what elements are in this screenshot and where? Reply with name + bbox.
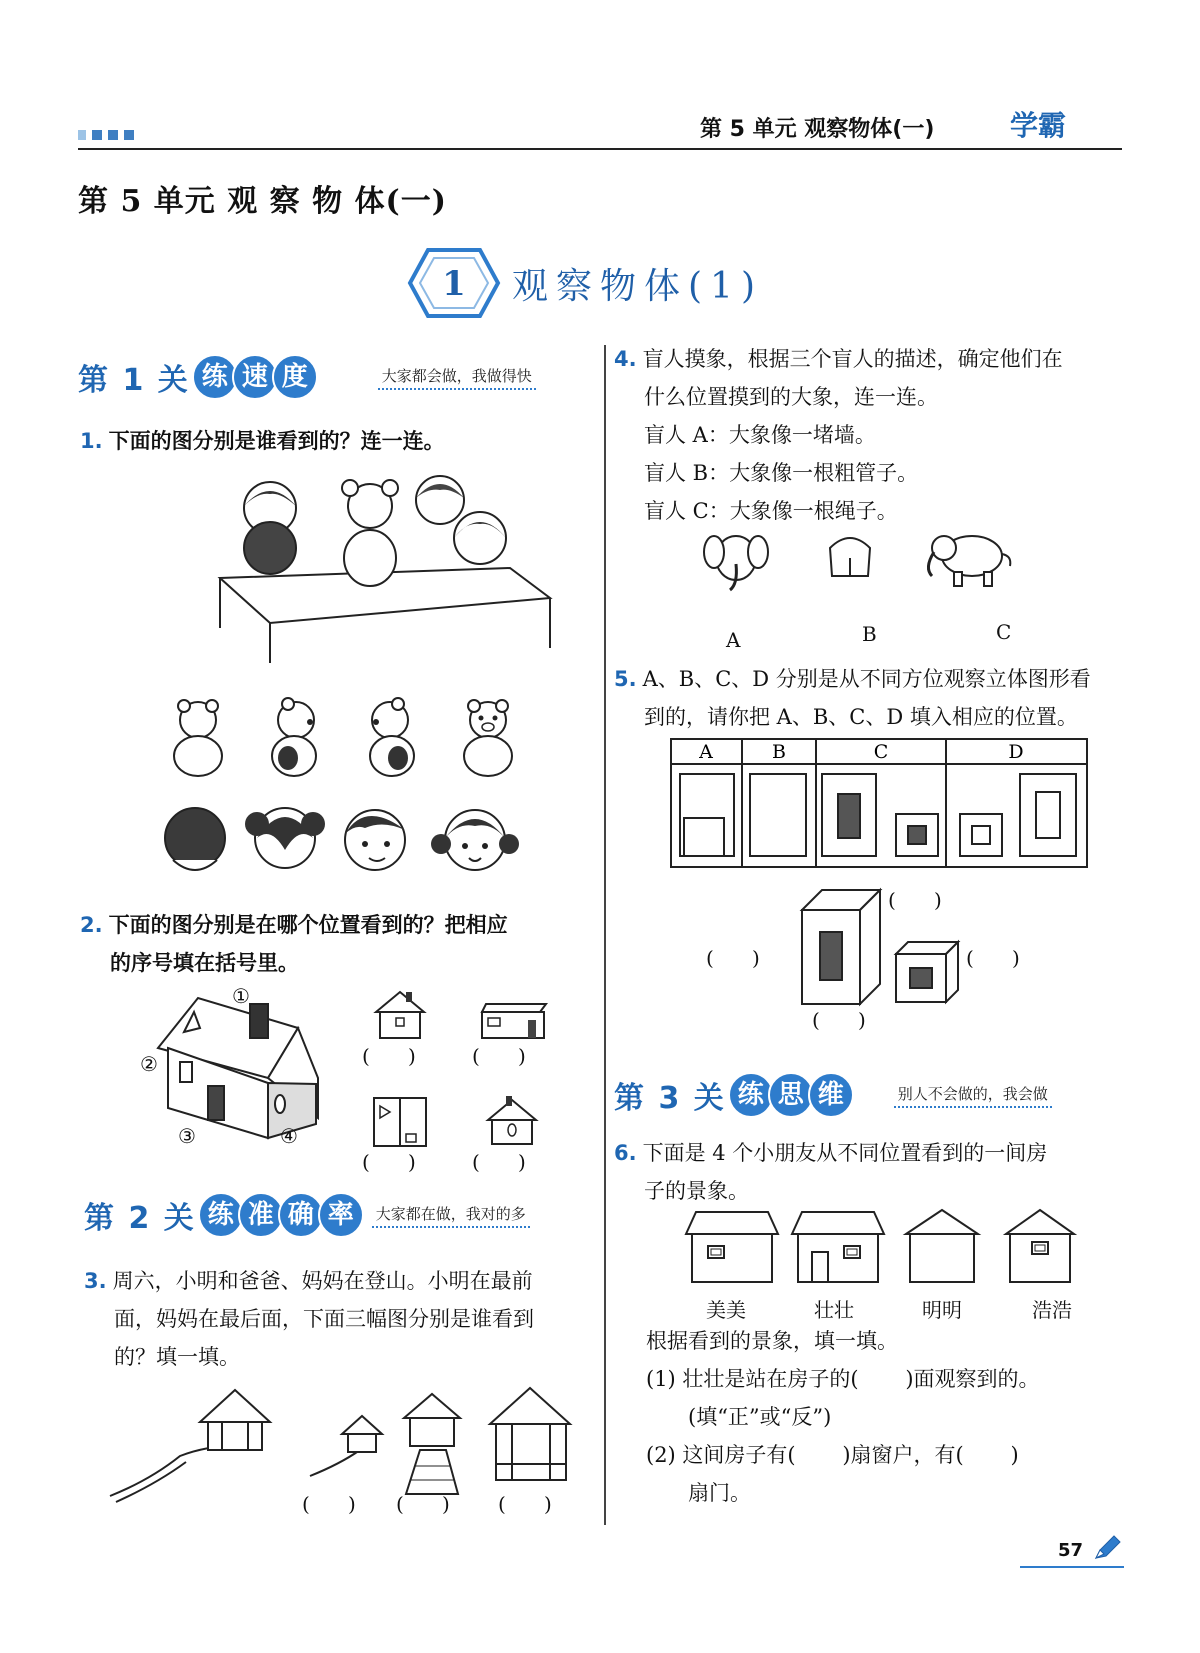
pencil-icon [1094, 1536, 1120, 1560]
bear-views-row [168, 700, 538, 780]
bear-back-view [174, 700, 222, 776]
pavilion-views-illustration [110, 1384, 600, 1504]
answer-paren[interactable]: ( ) [396, 1492, 450, 1516]
question-4 [614, 340, 1063, 530]
position-marker-2: ② [140, 1052, 158, 1076]
question-5 [614, 660, 1091, 736]
elephant-label-c: C [996, 620, 1012, 644]
answer-paren[interactable]: ( ) [498, 1492, 552, 1516]
question-text: 子的景象。 [644, 1179, 749, 1203]
house-view-haohao [1006, 1210, 1074, 1282]
question-number: 6. [614, 1141, 637, 1165]
q6-sub-question-1-note: (填“正”或“反”) [688, 1405, 832, 1429]
question-6 [614, 1134, 1047, 1210]
house-views-top-row [370, 990, 570, 1040]
page-number: 57 [1058, 1540, 1084, 1561]
house-3d-illustration [138, 988, 338, 1158]
question-number: 1. [80, 429, 103, 453]
question-text: A、B、C、D 分别是从不同方位观察立体图形看 [642, 667, 1091, 691]
level-3-header [614, 1072, 1052, 1118]
level-title-char: 练 [192, 354, 238, 400]
question-number: 4. [614, 347, 637, 371]
blind-man-c-description: 盲人 C：大象像一根绳子。 [644, 499, 898, 523]
question-text: 盲人摸象，根据三个盲人的描述，确定他们在 [642, 347, 1063, 371]
house-views-q6 [680, 1210, 1100, 1290]
level-3-label: 第 3 关 [614, 1081, 726, 1116]
elephant-label-b: B [862, 622, 877, 646]
question-text: 的？填一填。 [114, 1345, 240, 1369]
blind-man-b-description: 盲人 B：大象像一根粗管子。 [644, 461, 919, 485]
boy-face [345, 810, 405, 870]
question-text: 下面的图分别是在哪个位置看到的？把相应 [108, 913, 508, 937]
q6-prompt: 根据看到的景象，填一填。 [646, 1329, 898, 1353]
child-name-meimei: 美美 [706, 1298, 746, 1322]
view-b-shape [750, 774, 806, 856]
kid-heads-row [165, 800, 545, 880]
level-1-header [78, 354, 536, 400]
header-decoration [78, 130, 134, 140]
house-side-view [482, 1004, 546, 1038]
pavilion-view-close [490, 1388, 570, 1480]
level-title-char: 率 [318, 1192, 364, 1238]
house-views-bottom-row [370, 1094, 570, 1150]
answer-paren[interactable]: ( ) [472, 1044, 526, 1068]
answer-paren[interactable]: ( ) [472, 1150, 526, 1174]
question-number: 5. [614, 667, 637, 691]
level-2-label: 第 2 关 [84, 1201, 196, 1236]
bear-side-view-left [370, 698, 414, 776]
level-1-title [198, 354, 318, 400]
bear-front-view [464, 700, 512, 776]
elephant-side-view-icon [928, 536, 1010, 586]
table-header-a: A [699, 741, 713, 763]
table-header-b: B [772, 741, 786, 763]
level-title-char: 准 [238, 1192, 284, 1238]
level-1-slogan: 大家都会做，我做得快 [378, 365, 536, 390]
house-view-zhuangzhuang [792, 1212, 884, 1282]
elephant-views-row [700, 528, 1060, 598]
level-3-title [734, 1072, 854, 1118]
mountain-pavilion-scene [110, 1390, 270, 1502]
elephant-front-view-icon [704, 536, 768, 590]
position-marker-3: ③ [178, 1124, 196, 1148]
question-text: 面，妈妈在最后面，下面三幅图分别是谁看到 [114, 1307, 534, 1331]
table-header-c: C [873, 741, 889, 763]
position-marker-1: ① [232, 984, 250, 1008]
table-header-d: D [1008, 741, 1024, 763]
question-number: 2. [80, 913, 103, 937]
girl-face [431, 810, 519, 870]
answer-paren[interactable]: ( ) [812, 1008, 866, 1032]
views-table [670, 738, 1090, 870]
answer-paren[interactable]: ( ) [302, 1492, 356, 1516]
q6-sub-question-2-end: 扇门。 [688, 1481, 751, 1505]
question-text: 的序号填在括号里。 [110, 951, 299, 975]
page-number-underline [1020, 1566, 1124, 1568]
bear-side-view-right [272, 698, 316, 776]
answer-paren[interactable]: ( ) [888, 888, 942, 912]
level-3-slogan: 别人不会做的，我会做 [894, 1083, 1052, 1108]
question-1 [80, 422, 445, 460]
q6-sub-question-2: (2) 这间房子有( )扇窗户，有( ) [646, 1443, 1019, 1467]
question-text: 到的，请你把 A、B、C、D 填入相应的位置。 [644, 705, 1078, 729]
level-title-char: 思 [768, 1072, 814, 1118]
girl-back-head [245, 808, 325, 868]
level-2-slogan: 大家都在做，我对的多 [372, 1203, 530, 1228]
kids-around-table-illustration [210, 478, 570, 668]
level-title-char: 练 [198, 1192, 244, 1238]
child-name-mingming: 明明 [922, 1298, 962, 1322]
lesson-number: 1 [442, 264, 466, 304]
question-text: 下面的图分别是谁看到的？连一连。 [108, 429, 445, 453]
unit-title: 第 5 单元 观 察 物 体(一) [78, 184, 447, 219]
answer-paren[interactable]: ( ) [362, 1150, 416, 1174]
level-2-header [84, 1192, 530, 1238]
pavilion-view-stairs [404, 1394, 460, 1494]
level-2-title [204, 1192, 364, 1238]
level-title-char: 度 [272, 354, 318, 400]
house-front-view [376, 992, 424, 1038]
child-name-zhuangzhuang: 壮壮 [814, 1298, 854, 1322]
house-top-view [374, 1098, 426, 1146]
answer-paren[interactable]: ( ) [706, 946, 760, 970]
column-divider [604, 345, 606, 1525]
answer-paren[interactable]: ( ) [966, 946, 1020, 970]
question-3 [84, 1262, 534, 1376]
level-title-char: 确 [278, 1192, 324, 1238]
level-title-char: 速 [232, 354, 278, 400]
house-back-view [488, 1096, 536, 1144]
header-unit-label: 第 5 单元 观察物体(一) [700, 117, 935, 142]
blind-man-a-description: 盲人 A：大象像一堵墙。 [644, 423, 876, 447]
level-title-char: 练 [728, 1072, 774, 1118]
level-title-char: 维 [808, 1072, 854, 1118]
question-2 [80, 906, 508, 982]
lesson-badge-icon [408, 248, 500, 318]
child-name-haohao: 浩浩 [1032, 1298, 1072, 1322]
question-text: 什么位置摸到的大象，连一连。 [644, 385, 938, 409]
header-divider [78, 148, 1122, 150]
level-1-label: 第 1 关 [78, 363, 190, 398]
elephant-label-a: A [726, 628, 741, 652]
question-number: 3. [84, 1269, 107, 1293]
house-view-mingming [906, 1210, 978, 1282]
elephant-back-view-icon [830, 538, 870, 576]
house-view-meimei [686, 1212, 778, 1282]
q6-sub-question-1: (1) 壮壮是站在房子的( )面观察到的。 [646, 1367, 1040, 1391]
position-marker-4: ④ [280, 1124, 298, 1148]
brand-logo: 学霸 [1010, 109, 1067, 142]
lesson-title: 观察物体(1) [512, 266, 763, 307]
question-text: 周六，小明和爸爸、妈妈在登山。小明在最前 [112, 1269, 533, 1293]
view-a-shape [680, 774, 734, 856]
question-text: 下面是 4 个小朋友从不同位置看到的一间房 [642, 1141, 1048, 1165]
pavilion-view-far [310, 1416, 382, 1476]
boy-back-head [165, 808, 225, 870]
answer-paren[interactable]: ( ) [362, 1044, 416, 1068]
